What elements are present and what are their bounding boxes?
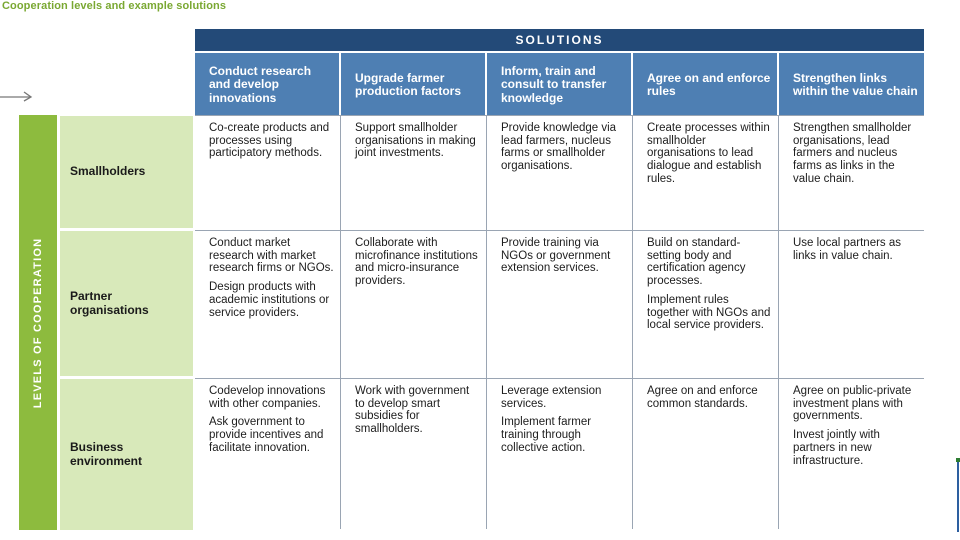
column-header-knowledge: Inform, train and consult to transfer knowledge: [487, 53, 633, 115]
column-header-research: Conduct research and develop innovations: [195, 53, 341, 115]
cell-text: Leverage extension services.: [501, 385, 602, 410]
levels-bar: [19, 115, 57, 530]
cell-text: Agree on public-private investment plans with governments.: [793, 385, 912, 423]
table-cell: [341, 231, 487, 378]
cell-text: Implement farmer training through collective action.: [501, 416, 592, 454]
cell-text: Support smallholder organisations in making joint investments.: [355, 122, 476, 160]
table-cell: [633, 379, 779, 529]
row-label-partner-organisations: Partner organisations: [60, 231, 193, 376]
column-header-value-chain: Strengthen links within the value chain: [779, 53, 924, 115]
column-headers: [195, 53, 924, 115]
table-row-partner-organisations: [195, 231, 924, 379]
column-header-production: Upgrade farmer production factors: [341, 53, 487, 115]
table-cell: [779, 116, 924, 230]
cell-text: Invest jointly with partners in new infrastructure.: [793, 429, 880, 467]
cell-text: Provide training via NGOs or government extension services.: [501, 237, 611, 275]
cell-text: Implement rules together with NGOs and local service providers.: [647, 293, 771, 332]
cell-text: Agree on and enforce common standards.: [647, 385, 758, 410]
table-cell: [195, 231, 341, 378]
solutions-header: SOLUTIONS: [195, 29, 924, 51]
cell-text: Use local partners as links in value chain.: [793, 237, 902, 262]
table-row-smallholders: [195, 116, 924, 231]
levels-label: LEVELS OF COOPERATION: [32, 237, 45, 408]
cell-text: Provide knowledge via lead farmers, nucleus farms or smallholder organisations.: [501, 122, 617, 173]
table-cell: [633, 116, 779, 230]
cell-text: Strengthen smallholder organisations, lead farmers and nucleus farms as links in the value chain.: [793, 122, 912, 185]
table-cell: [779, 231, 924, 378]
table-cell: [633, 231, 779, 378]
cell-text: Conduct market research with market research firms or NGOs.: [209, 237, 334, 275]
cell-text: Codevelop innovations with other companies.: [209, 385, 326, 410]
table-cell: [341, 379, 487, 529]
cell-text: Work with government to develop smart subsidies for smallholders.: [355, 385, 470, 436]
column-header-rules: Agree on and enforce rules: [633, 53, 779, 115]
figure-title: Cooperation levels and example solutions: [2, 0, 227, 12]
table-cell: [195, 116, 341, 230]
solutions-table: [195, 115, 924, 531]
table-cell: [341, 116, 487, 230]
cell-text: Design products with academic institutions or service providers.: [209, 281, 330, 319]
cell-text: Collaborate with microfinance institutions and micro-insurance providers.: [355, 237, 478, 288]
table-row-business-environment: [195, 379, 924, 529]
table-cell: [779, 379, 924, 529]
arrow-icon: [0, 88, 36, 102]
table-cell: [487, 231, 633, 378]
table-cell: [195, 379, 341, 529]
cell-text: Co-create products and processes using participatory methods.: [209, 122, 330, 160]
table-cell: [487, 379, 633, 529]
row-label-business-environment: Business environment: [60, 379, 193, 530]
cell-text: Build on standard-setting body and certification agency processes.: [647, 237, 746, 288]
cell-text: Create processes within smallholder organisations to lead dialogue and establish rules.: [647, 122, 770, 185]
row-label-smallholders: Smallholders: [60, 116, 193, 228]
table-cell: [487, 116, 633, 230]
cell-text: Ask government to provide incentives and facilitate innovation.: [209, 416, 324, 454]
